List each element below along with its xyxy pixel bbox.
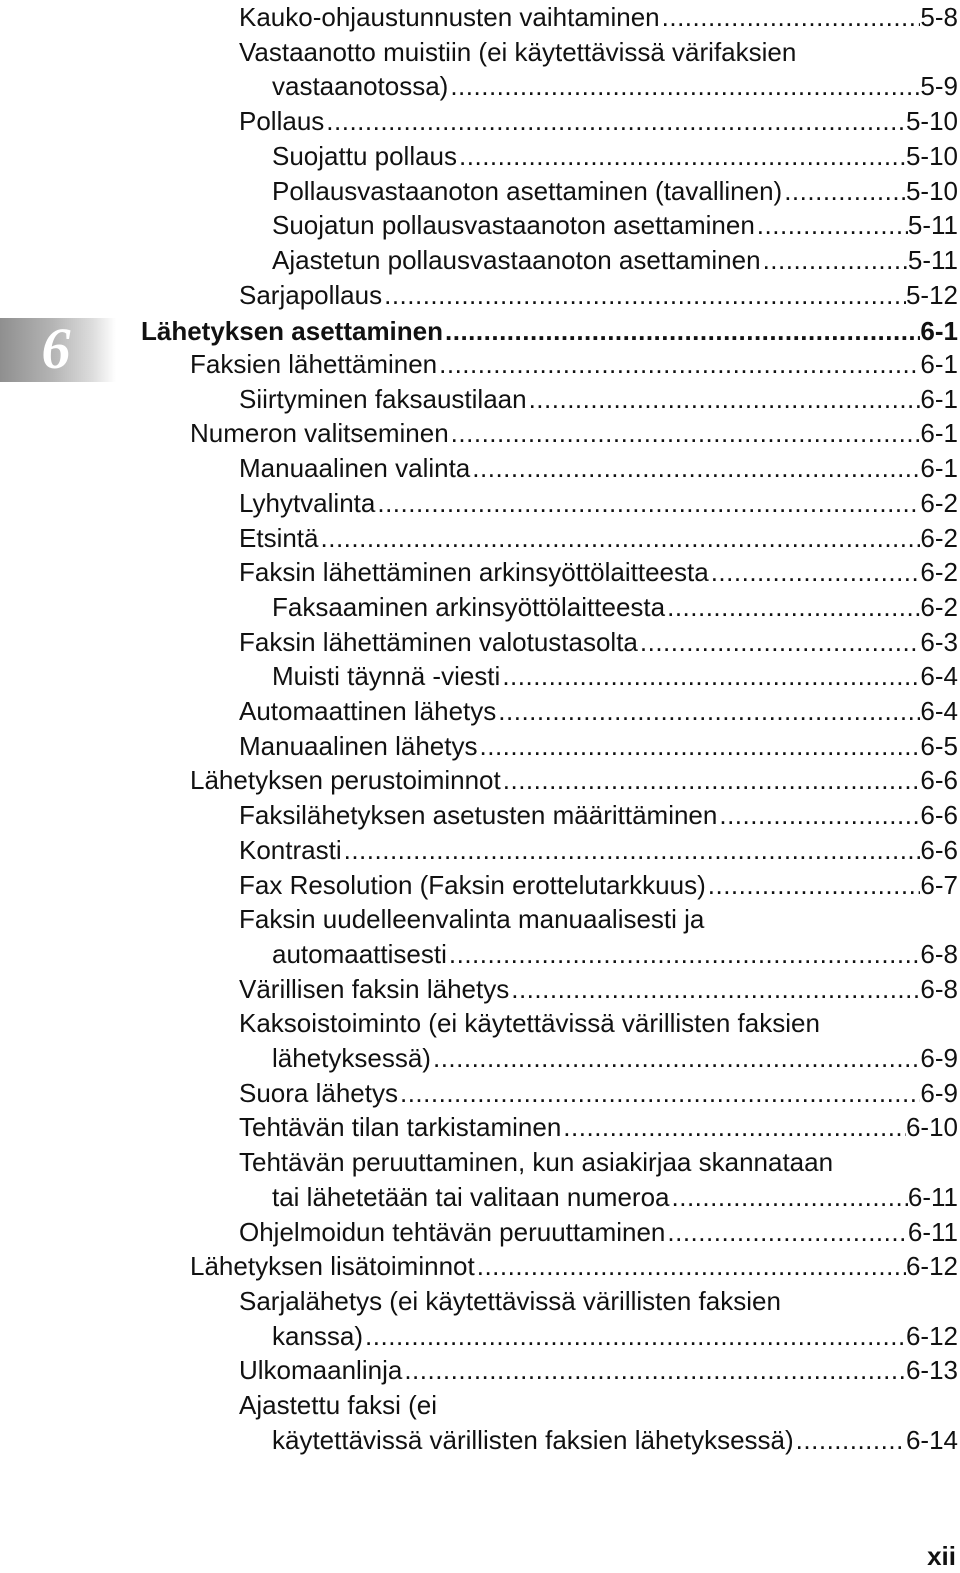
dot-leader (706, 868, 921, 903)
dot-leader (457, 139, 906, 174)
toc-entry[interactable] (239, 1215, 958, 1250)
toc-entry[interactable] (239, 1006, 958, 1075)
toc-entry[interactable] (239, 451, 958, 486)
dot-leader (443, 314, 920, 349)
toc-entry[interactable] (239, 35, 958, 104)
toc-entry-page: 6-13 (905, 1355, 958, 1386)
toc-entry[interactable] (239, 902, 958, 971)
toc-entry-title: Kauko-ohjaustunnusten vaihtaminen (239, 2, 660, 32)
toc-entry[interactable] (239, 694, 958, 729)
toc-entry-title: Faksien lähettäminen (190, 349, 438, 379)
toc-entry-title: Tehtävän tilan tarkistaminen (239, 1112, 562, 1143)
toc-entry-title: Etsintä (239, 522, 319, 553)
toc-entry-title: lähetyksessä) (272, 1042, 431, 1073)
toc-entry[interactable] (272, 590, 958, 625)
dot-leader (782, 174, 906, 209)
toc-entry[interactable] (239, 729, 958, 764)
toc-entry[interactable] (239, 1110, 958, 1145)
chapter-number: 6 (41, 316, 71, 381)
toc-entry-title: Manuaalinen valinta (239, 453, 471, 484)
toc-entry-page: 6-12 (905, 1251, 958, 1282)
toc-entry-title: Automaattinen lähetys (239, 696, 497, 726)
dot-leader (496, 694, 920, 729)
toc-entry-title: Sarjapollaus (239, 279, 383, 310)
toc-entry-page: 6-10 (905, 1112, 958, 1143)
toc-entry-page: 6-6 (920, 765, 958, 796)
toc-entry-title: Ajastetun pollausvastaanoton asettaminen (272, 244, 761, 275)
dot-leader (665, 1215, 908, 1250)
toc-entry-page: 6-2 (920, 557, 958, 588)
toc-entry-title: Sarjalähetys (ei käytettävissä värillisten faksien (239, 1285, 781, 1316)
toc-entry-title: Suojatun pollausvastaanoton asettaminen (272, 210, 755, 241)
dot-leader (709, 555, 921, 590)
dot-leader (448, 69, 920, 104)
dot-leader (509, 972, 920, 1007)
toc-entry-title: tai lähetetään tai valitaan numeroa (272, 1181, 670, 1212)
dot-leader (527, 382, 921, 417)
toc-entry[interactable] (190, 1249, 958, 1284)
toc-entry-title: Pollaus (239, 106, 325, 137)
dot-leader (561, 1110, 906, 1145)
toc-entry-page: 6-9 (920, 1077, 958, 1108)
toc-entry-page: 6-4 (920, 696, 958, 726)
dot-leader (670, 1180, 908, 1215)
toc-entry-page: 6-11 (907, 1181, 958, 1212)
toc-entry-page: 5-9 (920, 71, 958, 102)
toc-entry-title: Fax Resolution (Faksin erottelutarkkuus) (239, 869, 706, 900)
dot-leader (717, 798, 920, 833)
toc-entry[interactable] (239, 972, 958, 1007)
toc-entry-page: 6-3 (920, 626, 958, 657)
toc-entry[interactable] (272, 208, 958, 243)
dot-leader (447, 937, 921, 972)
toc-entry-page: 6-14 (905, 1424, 958, 1455)
toc-entry[interactable] (239, 486, 958, 521)
dot-leader (431, 1041, 920, 1076)
toc-entry-title: käytettävissä värillisten faksien lähetyksessä) (272, 1424, 794, 1455)
toc-entry-title: Lyhytvalinta (239, 487, 376, 518)
toc-entry-page: 6-1 (920, 316, 958, 347)
toc-entry[interactable] (239, 1076, 958, 1111)
toc-entry-title: Faksin lähettäminen arkinsyöttölaitteesta (239, 557, 709, 588)
toc-entry[interactable] (239, 868, 958, 903)
toc-entry-title: Faksaaminen arkinsyöttölaitteesta (272, 591, 666, 622)
toc-entry-page: 6-12 (905, 1320, 958, 1351)
toc-entry-page: 6-2 (920, 487, 958, 518)
toc-entry-title: Manuaalinen lähetys (239, 730, 478, 761)
toc-entry-page: 6-5 (920, 730, 958, 761)
toc-entry-page: 6-11 (907, 1216, 958, 1247)
toc-entry-title: Kontrasti (239, 834, 342, 865)
dot-leader (665, 590, 920, 625)
toc-entry[interactable] (239, 1145, 958, 1214)
toc-entry[interactable] (239, 521, 958, 556)
dot-leader (470, 451, 920, 486)
toc-entry-page: 6-7 (920, 869, 958, 900)
dot-leader (638, 625, 921, 660)
toc-entry-title: Faksin lähettäminen valotustasolta (239, 626, 638, 657)
toc-entry-page: 6-9 (920, 1042, 958, 1073)
toc-entry-title: Faksin uudelleenvalinta manuaalisesti ja (239, 904, 705, 935)
toc-entry-title: Suora lähetys (239, 1077, 398, 1108)
toc-entry[interactable] (239, 0, 958, 35)
dot-leader (755, 208, 908, 243)
toc-entry-page: 5-10 (905, 175, 958, 206)
toc-entry-page: 5-10 (905, 106, 958, 137)
dot-leader (478, 729, 921, 764)
toc-entry[interactable] (272, 139, 958, 174)
toc-chapter-entry[interactable] (141, 314, 958, 349)
dot-leader (660, 0, 921, 35)
toc-entry-title: Suojattu pollaus (272, 140, 458, 171)
toc-entry[interactable] (272, 659, 958, 694)
dot-leader (449, 416, 921, 451)
toc-entry-page: 5-8 (920, 2, 958, 32)
toc-entry-page: 6-1 (920, 349, 958, 379)
toc-entry-title: Kaksoistoiminto (ei käytettävissä värillisten faksien (239, 1008, 820, 1039)
toc-entry-title: Ohjelmoidun tehtävän peruuttaminen (239, 1216, 666, 1247)
toc-entry[interactable] (272, 174, 958, 209)
toc-entry-page: 6-2 (920, 591, 958, 622)
toc-entry-title: Lähetyksen perustoiminnot (190, 765, 501, 796)
toc-entry[interactable] (190, 763, 958, 798)
toc-entry-title: vastaanotossa) (272, 71, 449, 102)
toc-entry-page: 5-11 (907, 244, 958, 275)
dot-leader (402, 1353, 906, 1388)
toc-entry[interactable] (239, 278, 958, 313)
toc-entry[interactable] (239, 1284, 958, 1353)
dot-leader (363, 1319, 906, 1354)
toc-entry[interactable] (239, 104, 958, 139)
toc-entry-page: 6-2 (920, 522, 958, 553)
toc-entry[interactable] (190, 347, 958, 382)
toc-entry-title: kanssa) (272, 1320, 364, 1351)
dot-leader (437, 347, 920, 382)
toc-entry-title: Lähetyksen asettaminen (141, 316, 444, 347)
toc-entry-page: 6-1 (920, 383, 958, 414)
toc-entry-page: 6-8 (920, 973, 958, 1004)
dot-leader (500, 659, 920, 694)
toc-entry-title: Vastaanotto muistiin (ei käytettävissä värifaksien (239, 36, 797, 67)
page-number: xii (927, 1541, 956, 1571)
toc-entry-page: 6-8 (920, 938, 958, 969)
toc-entry[interactable] (272, 243, 958, 278)
toc-entry[interactable] (190, 416, 958, 451)
dot-leader (794, 1423, 906, 1458)
toc-entry-title: Ulkomaanlinja (239, 1355, 403, 1386)
dot-leader (342, 833, 921, 868)
toc-entry[interactable] (239, 382, 958, 417)
toc-entry-title: Tehtävän peruuttaminen, kun asiakirjaa skannataan (239, 1147, 834, 1178)
dot-leader (761, 243, 908, 278)
dot-leader (475, 1249, 906, 1284)
dot-leader (501, 763, 921, 798)
dot-leader (375, 486, 920, 521)
toc-entry[interactable] (239, 625, 958, 660)
toc-entry[interactable] (239, 798, 958, 833)
toc-entry[interactable] (239, 555, 958, 590)
toc-entry-page: 5-11 (907, 210, 958, 241)
toc-entry[interactable] (239, 1388, 958, 1457)
toc-entry-title: Muisti täynnä -viesti (272, 661, 501, 692)
toc-entry-page: 6-1 (920, 418, 958, 449)
toc-entry-title: Faksilähetyksen asetusten määrittäminen (239, 800, 718, 831)
toc-entry-page: 6-1 (920, 453, 958, 484)
toc-entry-title: Pollausvastaanoton asettaminen (tavallinen) (272, 175, 783, 206)
dot-leader (398, 1076, 920, 1111)
toc-entry[interactable] (239, 833, 958, 868)
toc-entry-page: 5-10 (905, 140, 958, 171)
toc-entry-title: Lähetyksen lisätoiminnot (190, 1251, 475, 1282)
toc-entry-title: Ajastettu faksi (ei (239, 1390, 437, 1420)
toc-entry-page: 6-4 (920, 661, 958, 692)
toc-entry-page: 6-6 (920, 800, 958, 831)
toc-entry-title: Värillisen faksin lähetys (239, 973, 510, 1004)
toc-entry[interactable] (239, 1353, 958, 1388)
toc-entry-page: 5-12 (905, 279, 958, 310)
dot-leader (324, 104, 906, 139)
toc-entry-title: automaattisesti (272, 938, 447, 969)
toc-entry-page: 6-6 (920, 834, 958, 865)
toc-entry-title: Numeron valitseminen (190, 418, 449, 449)
dot-leader (319, 521, 921, 556)
toc-entry-title: Siirtyminen faksaustilaan (239, 383, 527, 414)
dot-leader (382, 278, 906, 313)
